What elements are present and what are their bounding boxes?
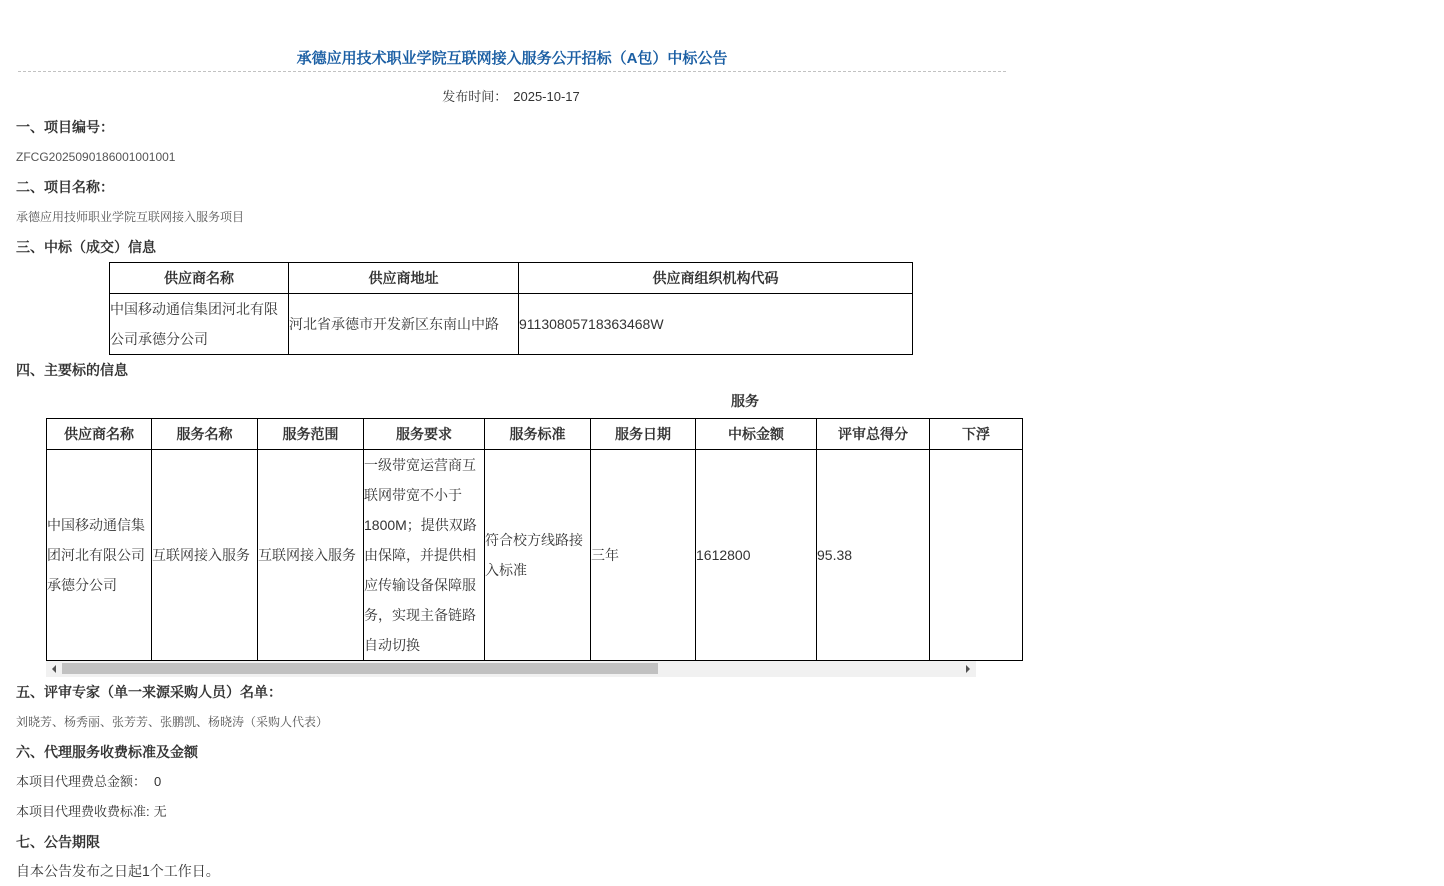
items-col-service-requirements: 服务要求 <box>364 419 485 450</box>
award-cell-supplier-name: 中国移动通信集团河北有限公司承德分公司 <box>110 294 289 355</box>
table-header-row <box>110 263 913 294</box>
items-table-horizontal-scrollbar[interactable] <box>46 661 976 677</box>
items-cell-service-requirements: 一级带宽运营商互联网带宽不小于1800M；提供双路由保障，并提供相应传输设备保障服务，实现主备链路自动切换 <box>364 450 485 661</box>
main-items-table <box>46 418 1023 661</box>
scroll-left-button[interactable] <box>46 661 62 677</box>
agency-fee-standard-label: 本项目代理费收费标准: <box>16 804 150 819</box>
left-arrow-icon[interactable] <box>52 665 56 673</box>
project-number-value: ZFCG2025090186001001001 <box>16 150 176 164</box>
items-cell-award-amount: 1612800 <box>696 450 817 661</box>
award-col-supplier-address: 供应商地址 <box>289 263 519 294</box>
publish-time <box>16 82 1006 112</box>
items-col-service-name: 服务名称 <box>152 419 258 450</box>
page-title: 承德应用技术职业学院互联网接入服务公开招标（A包）中标公告 <box>296 50 728 67</box>
items-col-review-score: 评审总得分 <box>817 419 930 450</box>
agency-fee-total <box>16 767 1006 797</box>
section-heading-agency-fee: 六、代理服务收费标准及金额 <box>16 744 198 760</box>
award-col-supplier-org-code: 供应商组织机构代码 <box>519 263 913 294</box>
project-name-value: 承德应用技师职业学院互联网接入服务项目 <box>16 210 245 224</box>
table-header-row <box>47 419 1023 450</box>
items-col-award-amount: 中标金额 <box>696 419 817 450</box>
table-row <box>110 294 913 355</box>
agency-fee-total-value: 0 <box>154 774 162 789</box>
items-col-service-standard: 服务标准 <box>485 419 591 450</box>
items-cell-service-name: 互联网接入服务 <box>152 450 258 661</box>
items-table-caption: 服务 <box>731 393 759 409</box>
announcement-body <box>0 82 1016 886</box>
agency-fee-standard <box>16 797 1006 827</box>
publish-date: 2025-10-17 <box>513 89 580 104</box>
items-cell-service-standard: 符合校方线路接入标准 <box>485 450 591 661</box>
items-cell-review-score: 95.38 <box>817 450 930 661</box>
publish-time-label: 发布时间： <box>442 89 508 104</box>
scrollbar-thumb[interactable] <box>62 663 658 674</box>
items-cell-service-period: 三年 <box>591 450 696 661</box>
items-table-scroll-content <box>46 385 1444 661</box>
right-arrow-icon[interactable] <box>966 665 970 673</box>
agency-fee-standard-value: 无 <box>153 804 167 819</box>
items-col-supplier-name: 供应商名称 <box>47 419 152 450</box>
items-cell-service-scope: 互联网接入服务 <box>258 450 364 661</box>
items-col-service-scope: 服务范围 <box>258 419 364 450</box>
award-info-table <box>109 262 913 355</box>
award-col-supplier-name: 供应商名称 <box>110 263 289 294</box>
items-col-service-period: 服务日期 <box>591 419 696 450</box>
section-heading-notice-period: 七、公告期限 <box>16 834 100 850</box>
title-bar <box>18 44 1006 72</box>
award-cell-supplier-org-code: 91130805718363468W <box>519 294 913 355</box>
agency-fee-total-label: 本项目代理费总金额： <box>16 774 147 789</box>
section-heading-award-info: 三、中标（成交）信息 <box>16 239 156 255</box>
items-col-price-reduction: 下浮 <box>930 419 1023 450</box>
table-row <box>47 450 1023 661</box>
section-heading-experts: 五、评审专家（单一来源采购人员）名单： <box>16 684 282 700</box>
section-heading-project-number: 一、项目编号： <box>16 119 114 135</box>
section-heading-project-name: 二、项目名称： <box>16 179 114 195</box>
award-cell-supplier-address: 河北省承德市开发新区东南山中路 <box>289 294 519 355</box>
notice-period-value: 自本公告发布之日起1个工作日。 <box>16 863 220 879</box>
items-table-scroll-container[interactable] <box>46 385 990 677</box>
section-heading-main-items: 四、主要标的信息 <box>16 362 128 378</box>
items-cell-price-reduction <box>930 450 1023 661</box>
scroll-right-button[interactable] <box>960 661 976 677</box>
items-cell-supplier-name: 中国移动通信集团河北有限公司承德分公司 <box>47 450 152 661</box>
experts-list: 刘晓芳、杨秀丽、张芳芳、张鹏凯、杨晓涛（采购人代表） <box>16 715 329 729</box>
